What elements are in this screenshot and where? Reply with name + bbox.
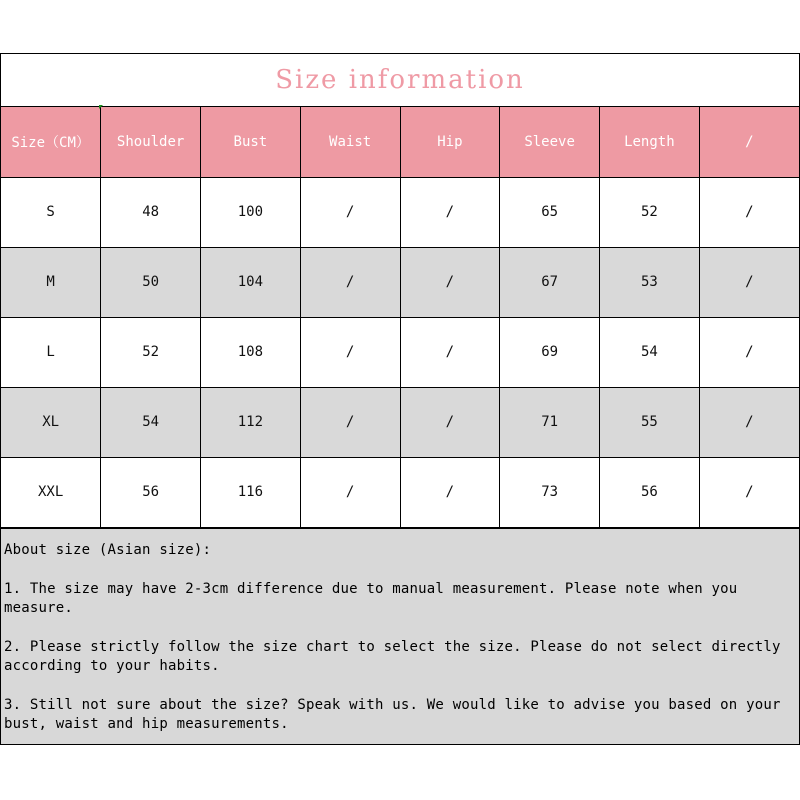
table-row bbox=[1, 247, 799, 317]
table-cell: 73 bbox=[500, 457, 600, 527]
page-title: Size information bbox=[1, 54, 799, 107]
table-cell: 65 bbox=[500, 177, 600, 247]
table-row bbox=[1, 387, 799, 457]
table-cell: S bbox=[1, 177, 101, 247]
cell-corner-marker bbox=[99, 105, 103, 109]
note-item: 1. The size may have 2-3cm difference due to manual measurement. Please note when you measure. bbox=[4, 580, 738, 616]
table-cell: 53 bbox=[600, 247, 700, 317]
size-table bbox=[1, 107, 799, 528]
table-cell: 52 bbox=[600, 177, 700, 247]
table-cell: / bbox=[699, 177, 799, 247]
header-cell-shoulder: Shoulder bbox=[101, 107, 201, 177]
table-cell: / bbox=[400, 457, 500, 527]
table-cell: / bbox=[300, 247, 400, 317]
table-cell: M bbox=[1, 247, 101, 317]
table-cell: XXL bbox=[1, 457, 101, 527]
header-cell-extra: / bbox=[699, 107, 799, 177]
table-cell: 69 bbox=[500, 317, 600, 387]
table-cell: / bbox=[300, 177, 400, 247]
table-cell: / bbox=[400, 177, 500, 247]
table-cell: 112 bbox=[201, 387, 301, 457]
table-cell: 71 bbox=[500, 387, 600, 457]
table-header-row bbox=[1, 107, 799, 177]
table-cell: XL bbox=[1, 387, 101, 457]
note-item: 3. Still not sure about the size? Speak with us. We would like to advise you based on your bust, waist and hip measurements. bbox=[4, 696, 781, 732]
table-row bbox=[1, 317, 799, 387]
table-cell: / bbox=[300, 387, 400, 457]
table-cell: 54 bbox=[101, 387, 201, 457]
table-cell: 56 bbox=[600, 457, 700, 527]
header-cell-size: Size（CM） bbox=[1, 107, 101, 177]
table-row bbox=[1, 177, 799, 247]
table-cell: 56 bbox=[101, 457, 201, 527]
table-cell: / bbox=[699, 247, 799, 317]
notes-heading: About size (Asian size): bbox=[4, 541, 212, 558]
table-cell: / bbox=[300, 317, 400, 387]
table-cell: 55 bbox=[600, 387, 700, 457]
header-cell-sleeve: Sleeve bbox=[500, 107, 600, 177]
table-cell: / bbox=[699, 457, 799, 527]
header-cell-waist: Waist bbox=[300, 107, 400, 177]
table-cell: / bbox=[400, 247, 500, 317]
table-cell: / bbox=[400, 387, 500, 457]
table-cell: 52 bbox=[101, 317, 201, 387]
size-notes bbox=[1, 528, 799, 744]
table-cell: 50 bbox=[101, 247, 201, 317]
header-cell-hip: Hip bbox=[400, 107, 500, 177]
header-cell-length: Length bbox=[600, 107, 700, 177]
table-row bbox=[1, 457, 799, 527]
table-cell: L bbox=[1, 317, 101, 387]
table-cell: / bbox=[400, 317, 500, 387]
table-cell: 104 bbox=[201, 247, 301, 317]
table-cell: 116 bbox=[201, 457, 301, 527]
header-cell-bust: Bust bbox=[201, 107, 301, 177]
table-cell: 54 bbox=[600, 317, 700, 387]
table-cell: 108 bbox=[201, 317, 301, 387]
table-cell: 100 bbox=[201, 177, 301, 247]
note-item: 2. Please strictly follow the size chart to select the size. Please do not select directly according to your habits. bbox=[4, 638, 781, 674]
size-chart bbox=[0, 53, 800, 745]
table-cell: / bbox=[699, 317, 799, 387]
table-cell: / bbox=[300, 457, 400, 527]
table-cell: / bbox=[699, 387, 799, 457]
table-cell: 48 bbox=[101, 177, 201, 247]
table-cell: 67 bbox=[500, 247, 600, 317]
